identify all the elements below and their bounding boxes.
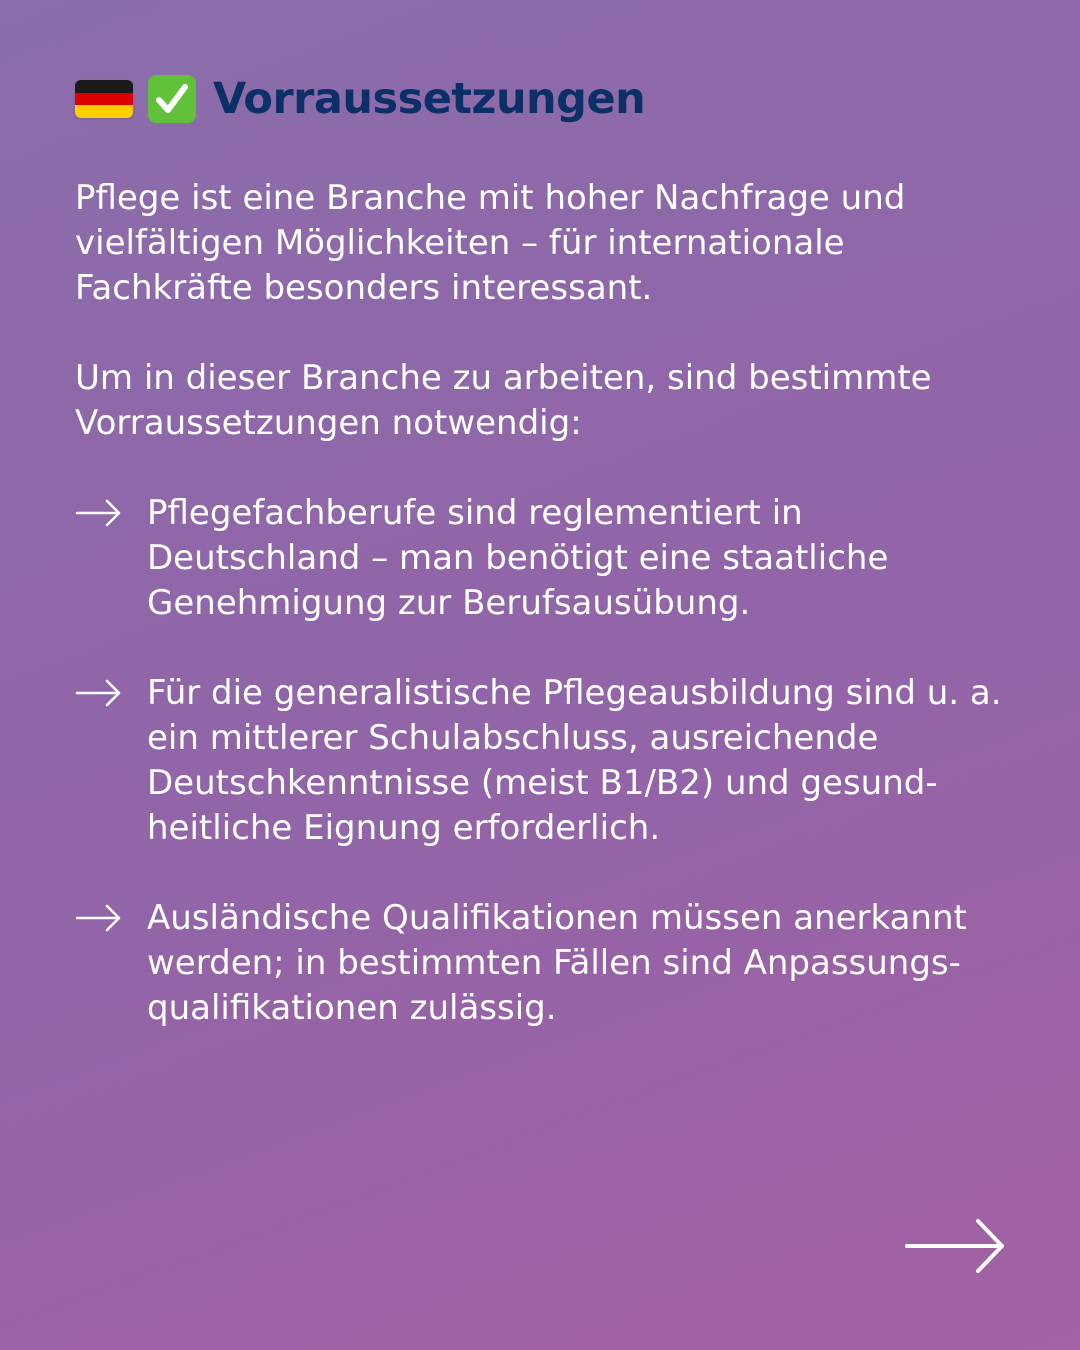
list-item bbox=[75, 491, 1005, 626]
intro-paragraph: Pflege ist eine Branche mit hoher Nachfrage und vielfältigen Möglichkeiten – für internationale Fachkräfte besonders interessant. bbox=[75, 178, 906, 308]
arrow-right-icon bbox=[75, 671, 147, 715]
title-row bbox=[75, 70, 1005, 128]
list-item-text: Ausländische Qualifikationen müssen anerkannt werden; in bestimmten Fällen sind Anpassungs-qualifikationen zulässig. bbox=[147, 898, 967, 1028]
arrow-right-icon bbox=[75, 896, 147, 940]
list-item bbox=[75, 671, 1005, 851]
check-mark-button-icon bbox=[147, 74, 197, 124]
list-item bbox=[75, 896, 1005, 1031]
next-slide-arrow-icon[interactable] bbox=[904, 1216, 1008, 1276]
requirements-list bbox=[75, 491, 1005, 1031]
list-item-text: Pflegefachberufe sind reglementiert in Deutschland – man benötigt eine staatliche Genehmigung zur Berufsausübung. bbox=[147, 493, 889, 623]
arrow-right-icon bbox=[75, 491, 147, 535]
slide-content bbox=[75, 70, 1005, 1076]
list-item-text: Für die generalistische Pflegeausbildung sind u. a. ein mittlerer Schulabschluss, ausreichende Deutschkenntnisse (meist B1/B2) und gesund-heitliche Eignung erforderlich. bbox=[147, 673, 1002, 848]
germany-flag-icon bbox=[75, 80, 133, 118]
page-title: Vorraussetzungen bbox=[213, 74, 646, 124]
requirements-intro: Um in dieser Branche zu arbeiten, sind bestimmte Vorraussetzungen notwendig: bbox=[75, 358, 932, 443]
